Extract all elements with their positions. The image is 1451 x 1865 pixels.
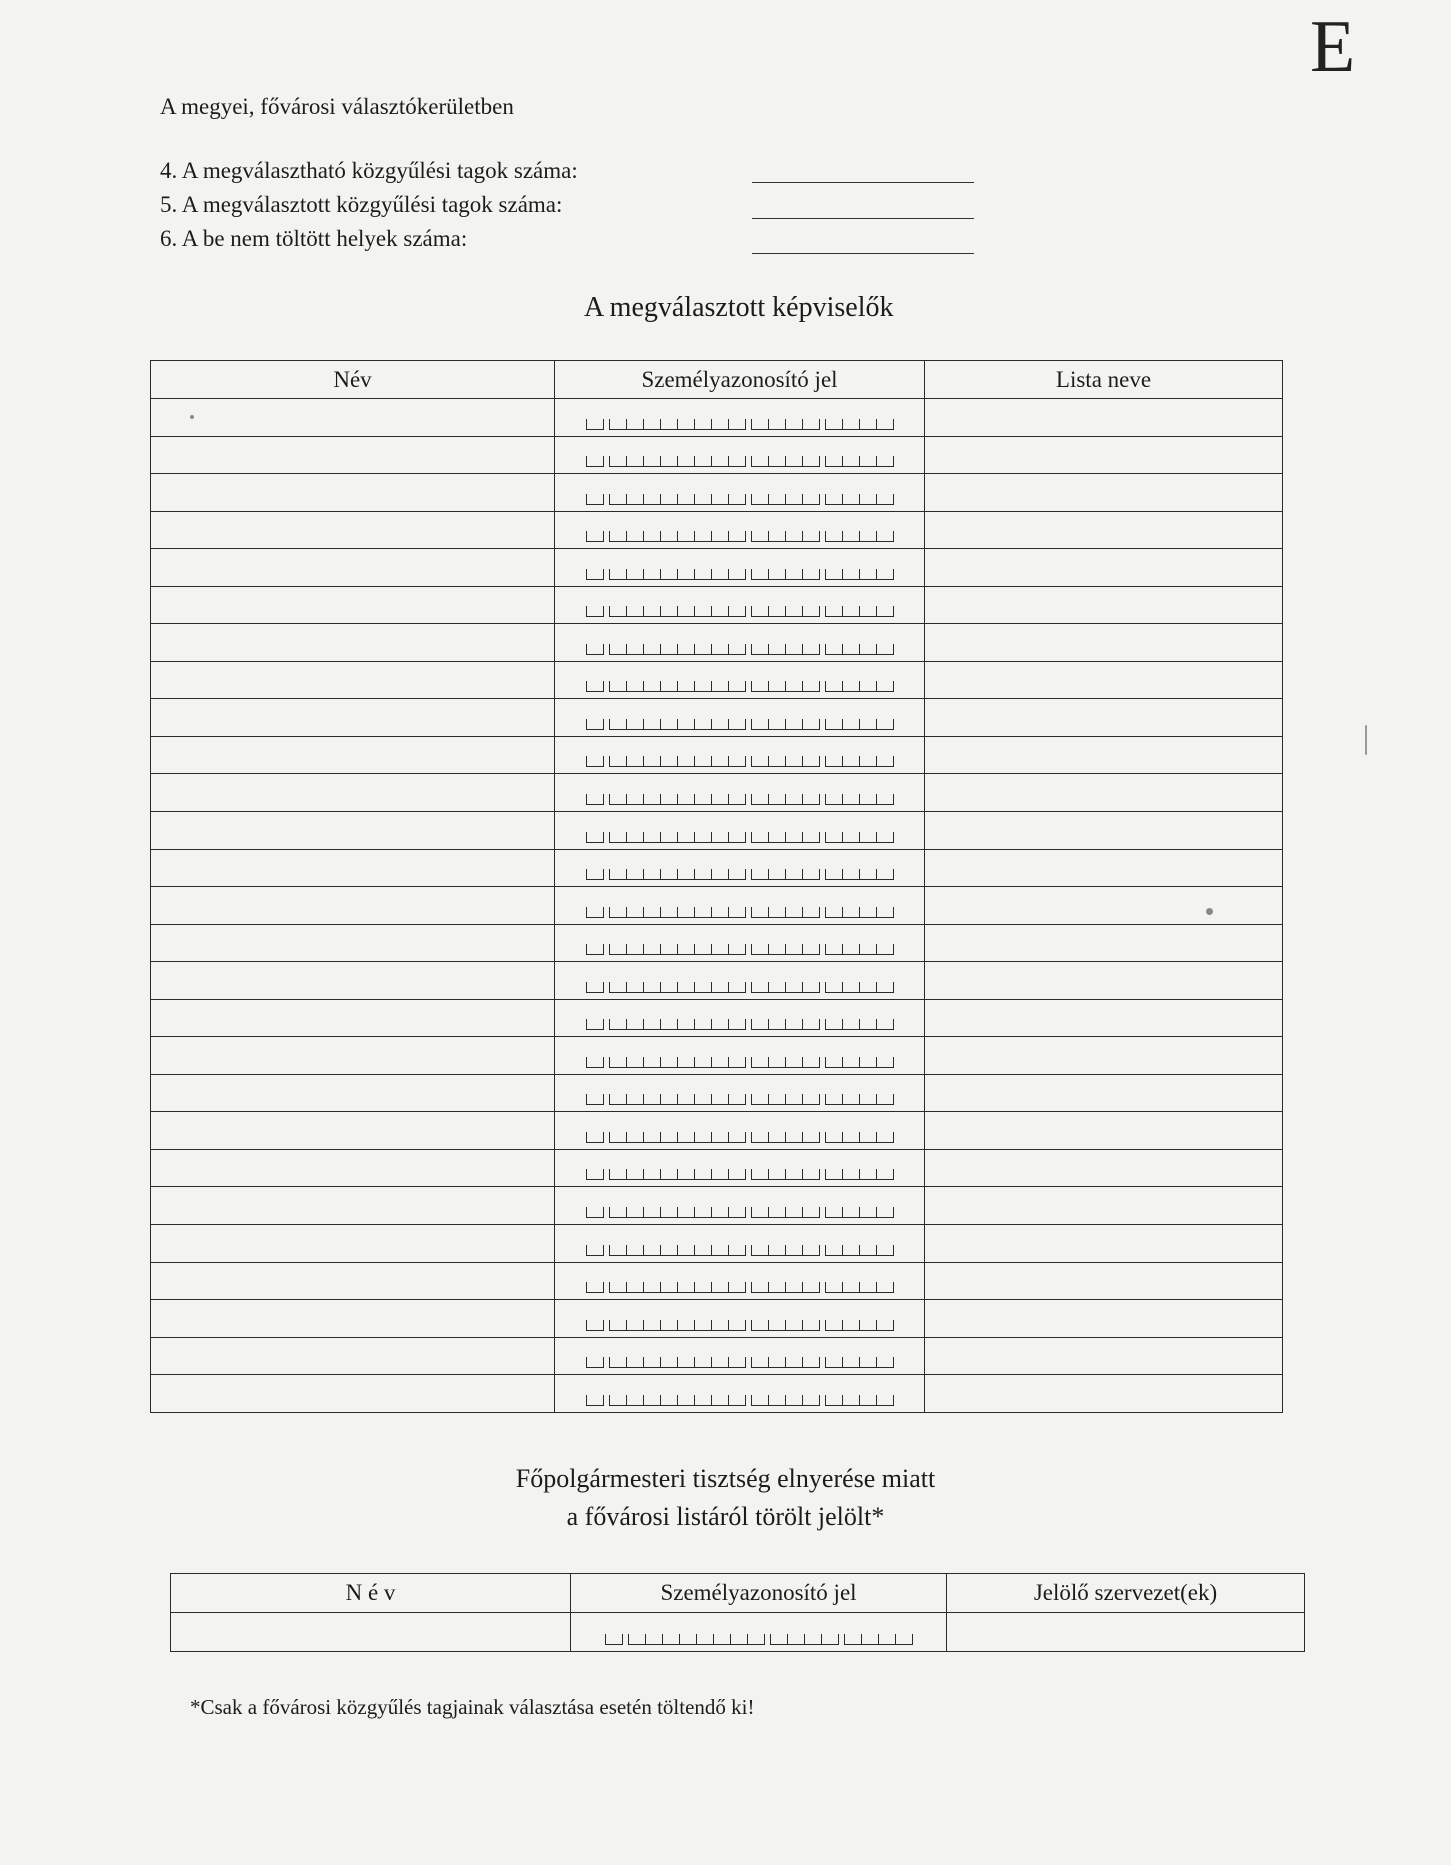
id-digit-boxes[interactable] bbox=[586, 1395, 894, 1406]
representatives-table bbox=[150, 360, 1283, 1413]
list-name-cell[interactable] bbox=[925, 849, 1283, 887]
name-cell[interactable] bbox=[151, 999, 555, 1037]
id-cell[interactable] bbox=[555, 661, 925, 699]
list-name-cell[interactable] bbox=[925, 399, 1283, 437]
name-cell[interactable] bbox=[151, 661, 555, 699]
list-name-cell[interactable] bbox=[925, 1225, 1283, 1263]
table-row bbox=[151, 474, 1283, 512]
name-cell[interactable] bbox=[151, 624, 555, 662]
id-cell[interactable] bbox=[555, 1112, 925, 1150]
list-name-cell[interactable] bbox=[925, 1037, 1283, 1075]
name-cell[interactable] bbox=[151, 1337, 555, 1375]
id-cell[interactable] bbox=[555, 586, 925, 624]
id-digit-boxes[interactable] bbox=[586, 1132, 894, 1143]
table-row bbox=[151, 586, 1283, 624]
column-header-name: N é v bbox=[171, 1574, 571, 1613]
id-digit-boxes[interactable] bbox=[586, 456, 894, 467]
name-cell[interactable] bbox=[151, 549, 555, 587]
table-row bbox=[151, 774, 1283, 812]
name-cell[interactable] bbox=[151, 1149, 555, 1187]
id-digit-boxes[interactable] bbox=[586, 1357, 894, 1368]
list-name-cell[interactable] bbox=[925, 549, 1283, 587]
id-digit-boxes[interactable] bbox=[586, 1094, 894, 1105]
name-cell[interactable] bbox=[151, 511, 555, 549]
id-digit-boxes[interactable] bbox=[586, 794, 894, 805]
name-cell[interactable] bbox=[151, 924, 555, 962]
name-cell[interactable] bbox=[151, 849, 555, 887]
list-name-cell[interactable] bbox=[925, 624, 1283, 662]
removed-candidate-table bbox=[170, 1573, 1305, 1652]
column-header-organization: Jelölő szervezet(ek) bbox=[947, 1574, 1305, 1613]
table-row bbox=[151, 999, 1283, 1037]
table-header-row bbox=[171, 1574, 1305, 1613]
list-name-cell[interactable] bbox=[925, 774, 1283, 812]
id-digit-boxes[interactable] bbox=[586, 494, 894, 505]
id-cell[interactable] bbox=[555, 1337, 925, 1375]
id-digit-boxes[interactable] bbox=[586, 832, 894, 843]
form-letter: E bbox=[1310, 6, 1356, 88]
list-name-cell[interactable] bbox=[925, 887, 1283, 925]
id-cell[interactable] bbox=[555, 1149, 925, 1187]
table-row bbox=[151, 1074, 1283, 1112]
table-row bbox=[151, 1262, 1283, 1300]
id-cell[interactable] bbox=[555, 1074, 925, 1112]
representatives-title: A megválasztott képviselők bbox=[584, 292, 894, 323]
id-digit-boxes[interactable] bbox=[586, 1169, 894, 1180]
id-cell[interactable] bbox=[555, 1262, 925, 1300]
id-digit-boxes[interactable] bbox=[586, 869, 894, 880]
id-cell[interactable] bbox=[555, 774, 925, 812]
table-row bbox=[151, 1037, 1283, 1075]
id-cell[interactable] bbox=[555, 1187, 925, 1225]
name-cell[interactable] bbox=[151, 1300, 555, 1338]
table-row bbox=[151, 1112, 1283, 1150]
name-cell[interactable] bbox=[151, 474, 555, 512]
list-name-cell[interactable] bbox=[925, 1262, 1283, 1300]
id-digit-boxes[interactable] bbox=[586, 944, 894, 955]
id-digit-boxes[interactable] bbox=[586, 606, 894, 617]
id-cell[interactable] bbox=[555, 511, 925, 549]
list-name-cell[interactable] bbox=[925, 1112, 1283, 1150]
list-name-cell[interactable] bbox=[925, 924, 1283, 962]
id-cell[interactable] bbox=[555, 436, 925, 474]
list-name-cell[interactable] bbox=[925, 999, 1283, 1037]
mayor-section-title: Főpolgármesteri tisztség elnyerése miatt bbox=[515, 1464, 936, 1493]
count-row-eligible bbox=[160, 158, 578, 184]
id-digit-boxes[interactable] bbox=[586, 1245, 894, 1256]
name-cell[interactable] bbox=[151, 887, 555, 925]
count-row-elected bbox=[160, 192, 562, 218]
id-digit-boxes[interactable] bbox=[586, 982, 894, 993]
id-digit-boxes[interactable] bbox=[586, 719, 894, 730]
table-row bbox=[151, 549, 1283, 587]
column-header-name: Név bbox=[151, 361, 555, 399]
table-row bbox=[151, 962, 1283, 1000]
count-field-vacant[interactable] bbox=[752, 231, 974, 254]
name-cell[interactable] bbox=[151, 1074, 555, 1112]
id-digit-boxes[interactable] bbox=[586, 644, 894, 655]
footnote: *Csak a fővárosi közgyűlés tagjainak választása esetén töltendő ki! bbox=[190, 1695, 755, 1719]
table-row bbox=[151, 849, 1283, 887]
id-cell[interactable] bbox=[555, 399, 925, 437]
list-name-cell[interactable] bbox=[925, 699, 1283, 737]
list-name-cell[interactable] bbox=[925, 436, 1283, 474]
list-name-cell[interactable] bbox=[925, 661, 1283, 699]
id-cell[interactable] bbox=[555, 699, 925, 737]
id-cell[interactable] bbox=[555, 549, 925, 587]
name-cell[interactable] bbox=[151, 1187, 555, 1225]
list-name-cell[interactable] bbox=[925, 1300, 1283, 1338]
id-cell[interactable] bbox=[555, 849, 925, 887]
name-cell[interactable] bbox=[151, 1037, 555, 1075]
id-cell[interactable] bbox=[555, 962, 925, 1000]
scan-mark bbox=[1365, 725, 1367, 755]
scan-speck bbox=[190, 415, 194, 419]
table-row bbox=[151, 1337, 1283, 1375]
table-row bbox=[151, 399, 1283, 437]
id-digit-boxes[interactable] bbox=[586, 531, 894, 542]
id-cell[interactable] bbox=[555, 812, 925, 850]
id-cell[interactable] bbox=[555, 474, 925, 512]
list-name-cell[interactable] bbox=[925, 1337, 1283, 1375]
id-digit-boxes[interactable] bbox=[586, 756, 894, 767]
count-field-eligible[interactable] bbox=[752, 160, 974, 183]
table-row bbox=[151, 887, 1283, 925]
organization-cell[interactable] bbox=[947, 1613, 1305, 1652]
id-cell[interactable] bbox=[555, 1225, 925, 1263]
table-row bbox=[151, 699, 1283, 737]
section-heading: A megyei, fővárosi választókerületben bbox=[160, 94, 514, 119]
id-cell[interactable] bbox=[555, 1375, 925, 1413]
id-digit-boxes[interactable] bbox=[586, 569, 894, 580]
id-digit-boxes[interactable] bbox=[586, 907, 894, 918]
name-cell[interactable] bbox=[151, 774, 555, 812]
name-cell[interactable] bbox=[151, 1375, 555, 1413]
list-name-cell[interactable] bbox=[925, 812, 1283, 850]
table-row bbox=[151, 1300, 1283, 1338]
name-cell[interactable] bbox=[151, 399, 555, 437]
table-row bbox=[151, 661, 1283, 699]
id-cell[interactable] bbox=[555, 924, 925, 962]
table-row bbox=[151, 812, 1283, 850]
name-cell[interactable] bbox=[151, 1262, 555, 1300]
table-row bbox=[151, 511, 1283, 549]
count-label: 4. A megválasztható közgyűlési tagok száma: bbox=[160, 158, 578, 183]
name-cell[interactable] bbox=[151, 436, 555, 474]
count-label: 5. A megválasztott közgyűlési tagok száma: bbox=[160, 192, 563, 217]
count-row-vacant bbox=[160, 226, 467, 252]
name-cell[interactable] bbox=[151, 699, 555, 737]
list-name-cell[interactable] bbox=[925, 962, 1283, 1000]
name-cell[interactable] bbox=[151, 812, 555, 850]
id-cell[interactable] bbox=[555, 999, 925, 1037]
list-name-cell[interactable] bbox=[925, 1187, 1283, 1225]
table-row bbox=[151, 736, 1283, 774]
list-name-cell[interactable] bbox=[925, 474, 1283, 512]
id-cell[interactable] bbox=[555, 624, 925, 662]
representatives-rows bbox=[151, 399, 1283, 1413]
name-cell[interactable] bbox=[151, 736, 555, 774]
list-name-cell[interactable] bbox=[925, 1074, 1283, 1112]
id-digit-boxes[interactable] bbox=[586, 1019, 894, 1030]
count-label: 6. A be nem töltött helyek száma: bbox=[160, 226, 468, 251]
table-header-row bbox=[151, 361, 1283, 399]
id-digit-boxes[interactable] bbox=[586, 681, 894, 692]
id-digit-boxes[interactable] bbox=[586, 1057, 894, 1068]
column-header-id: Személyazonosító jel bbox=[555, 361, 925, 399]
column-header-list: Lista neve bbox=[925, 361, 1283, 399]
list-name-cell[interactable] bbox=[925, 511, 1283, 549]
table-row bbox=[171, 1613, 1305, 1652]
list-name-cell[interactable] bbox=[925, 586, 1283, 624]
count-field-elected[interactable] bbox=[752, 196, 974, 219]
id-cell[interactable] bbox=[555, 1037, 925, 1075]
id-cell[interactable] bbox=[555, 736, 925, 774]
id-digit-boxes[interactable] bbox=[605, 1634, 913, 1645]
id-cell[interactable] bbox=[555, 1300, 925, 1338]
list-name-cell[interactable] bbox=[925, 1375, 1283, 1413]
name-cell[interactable] bbox=[151, 1225, 555, 1263]
id-digit-boxes[interactable] bbox=[586, 419, 894, 430]
id-digit-boxes[interactable] bbox=[586, 1282, 894, 1293]
table-row bbox=[151, 1375, 1283, 1413]
list-name-cell[interactable] bbox=[925, 736, 1283, 774]
name-cell[interactable] bbox=[151, 962, 555, 1000]
id-cell[interactable] bbox=[571, 1613, 947, 1652]
name-cell[interactable] bbox=[151, 1112, 555, 1150]
id-digit-boxes[interactable] bbox=[586, 1320, 894, 1331]
mayor-section-subtitle: a fővárosi listáról törölt jelölt* bbox=[566, 1502, 885, 1531]
id-digit-boxes[interactable] bbox=[586, 1207, 894, 1218]
table-row bbox=[151, 624, 1283, 662]
name-cell[interactable] bbox=[171, 1613, 571, 1652]
list-name-cell[interactable] bbox=[925, 1149, 1283, 1187]
table-row bbox=[151, 1225, 1283, 1263]
scan-speck bbox=[1206, 908, 1213, 915]
name-cell[interactable] bbox=[151, 586, 555, 624]
table-row bbox=[151, 1149, 1283, 1187]
table-row bbox=[151, 436, 1283, 474]
id-cell[interactable] bbox=[555, 887, 925, 925]
column-header-id: Személyazonosító jel bbox=[571, 1574, 947, 1613]
table-row bbox=[151, 1187, 1283, 1225]
table-row bbox=[151, 924, 1283, 962]
